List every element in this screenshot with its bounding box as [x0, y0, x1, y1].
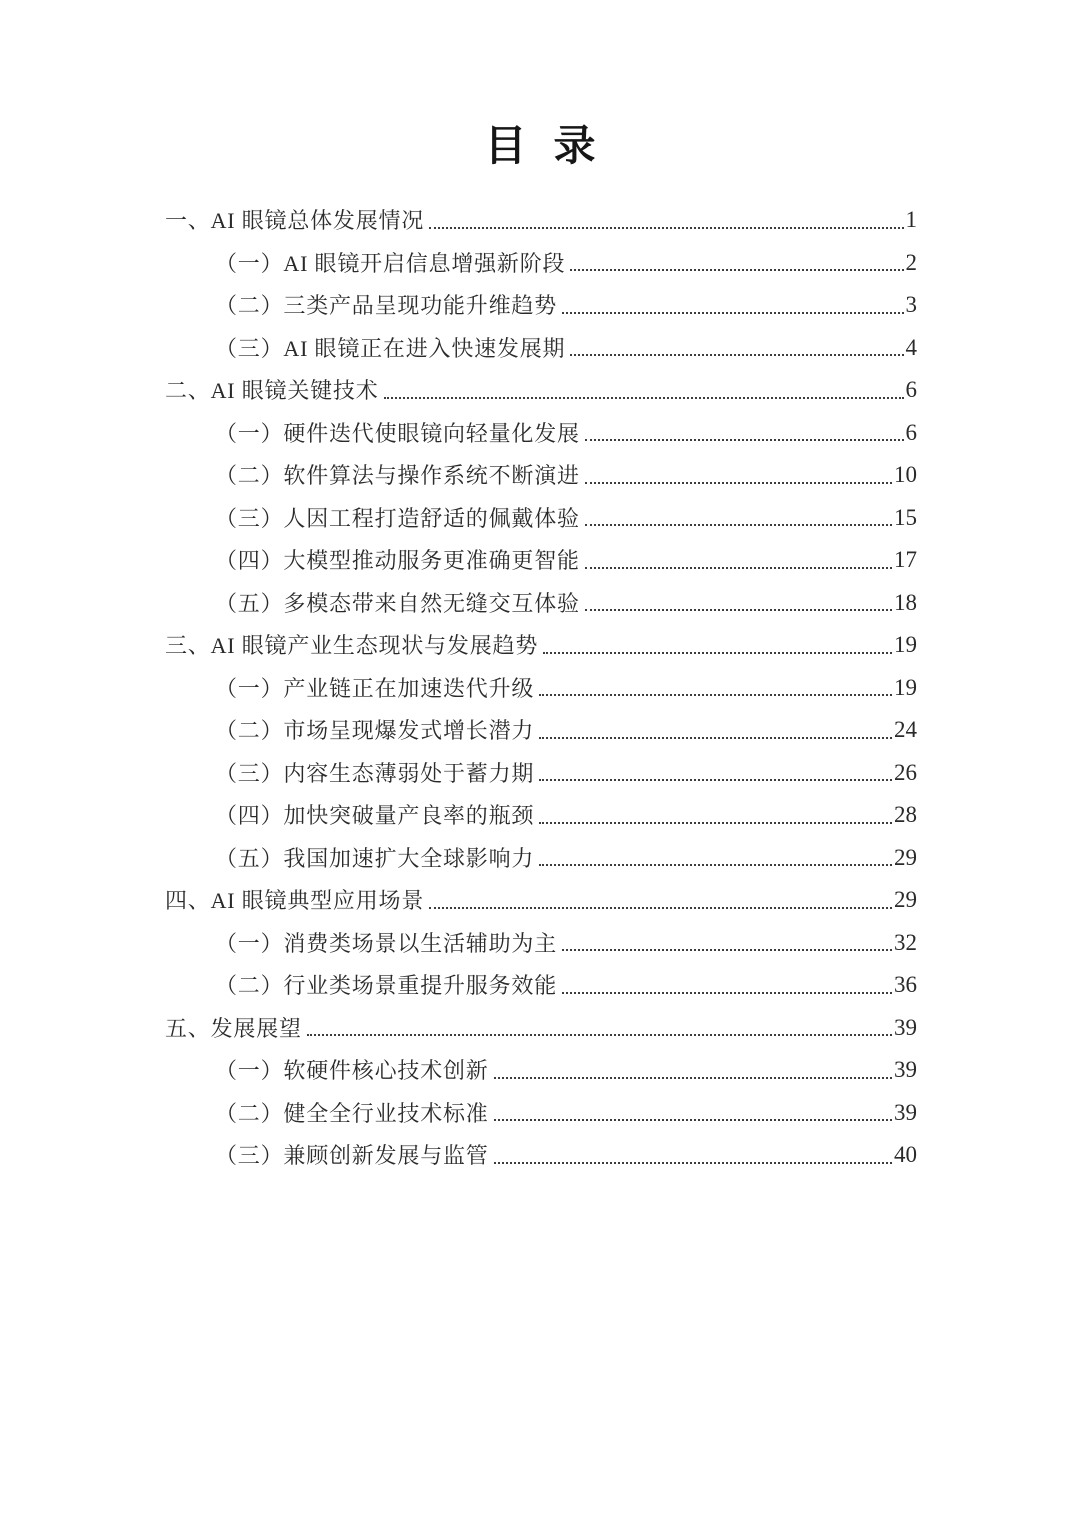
leader-dots	[539, 737, 892, 739]
toc-entry-page: 6	[905, 377, 917, 403]
leader-dots	[307, 1034, 892, 1036]
leader-dots	[585, 482, 892, 484]
toc-entry-section-1[interactable]	[165, 192, 917, 235]
toc-entry-page: 17	[894, 547, 917, 573]
toc-entry-label: （二）三类产品呈现功能升维趋势	[215, 293, 558, 319]
toc-entry-section-2-5[interactable]	[165, 575, 917, 618]
toc-entry-label: （四）加快突破量产良率的瓶颈	[215, 803, 535, 829]
toc-entry-page: 28	[894, 802, 917, 828]
leader-dots	[494, 1077, 892, 1079]
toc-entry-section-2-3[interactable]	[165, 490, 917, 533]
toc-entry-label: （三）兼顾创新发展与监管	[215, 1143, 489, 1169]
toc-entry-section-2-1[interactable]	[165, 405, 917, 448]
toc-entry-section-3-2[interactable]	[165, 702, 917, 745]
leader-dots	[562, 312, 903, 314]
leader-dots	[429, 227, 903, 229]
leader-dots	[585, 609, 892, 611]
toc-entry-page: 19	[894, 632, 917, 658]
toc-list	[165, 192, 917, 1170]
toc-entry-page: 29	[894, 844, 917, 870]
toc-entry-page: 10	[894, 462, 917, 488]
leader-dots	[585, 524, 892, 526]
toc-entry-label: （一）AI 眼镜开启信息增强新阶段	[215, 250, 566, 276]
toc-entry-label: （一）消费类场景以生活辅助为主	[215, 930, 558, 956]
toc-entry-label: （二）健全全行业技术标准	[215, 1100, 489, 1126]
toc-entry-page: 39	[894, 1057, 917, 1083]
toc-entry-section-5-3[interactable]	[165, 1127, 917, 1170]
toc-entry-section-4-1[interactable]	[165, 915, 917, 958]
toc-entry-page: 18	[894, 589, 917, 615]
toc-entry-section-1-1[interactable]	[165, 235, 917, 278]
toc-entry-label: （四）大模型推动服务更准确更智能	[215, 548, 580, 574]
toc-entry-label: （一）硬件迭代使眼镜向轻量化发展	[215, 420, 580, 446]
toc-entry-section-3-3[interactable]	[165, 745, 917, 788]
leader-dots	[539, 864, 892, 866]
toc-entry-section-5-1[interactable]	[165, 1042, 917, 1085]
toc-entry-label: 三、AI 眼镜产业生态现状与发展趋势	[165, 633, 539, 659]
leader-dots	[562, 992, 892, 994]
toc-entry-page: 1	[905, 207, 917, 233]
leader-dots	[384, 397, 904, 399]
leader-dots	[543, 652, 892, 654]
leader-dots	[429, 907, 892, 909]
toc-entry-section-5-2[interactable]	[165, 1085, 917, 1128]
toc-entry-page: 39	[894, 1014, 917, 1040]
leader-dots	[570, 354, 903, 356]
toc-entry-page: 6	[905, 419, 917, 445]
toc-entry-label: （五）我国加速扩大全球影响力	[215, 845, 535, 871]
toc-entry-page: 3	[905, 292, 917, 318]
toc-entry-page: 2	[905, 249, 917, 275]
toc-entry-page: 32	[894, 929, 917, 955]
toc-entry-page: 24	[894, 717, 917, 743]
toc-entry-label: （二）软件算法与操作系统不断演进	[215, 463, 580, 489]
toc-entry-section-4-2[interactable]	[165, 957, 917, 1000]
toc-entry-page: 15	[894, 504, 917, 530]
leader-dots	[585, 439, 904, 441]
toc-entry-label: 二、AI 眼镜关键技术	[165, 378, 379, 404]
toc-entry-label: （一）产业链正在加速迭代升级	[215, 675, 535, 701]
toc-entry-label: 四、AI 眼镜典型应用场景	[165, 888, 425, 914]
leader-dots	[539, 779, 892, 781]
leader-dots	[570, 269, 903, 271]
leader-dots	[562, 949, 892, 951]
toc-entry-label: （一）软硬件核心技术创新	[215, 1058, 489, 1084]
toc-entry-label: （二）行业类场景重提升服务效能	[215, 973, 558, 999]
leader-dots	[585, 567, 892, 569]
toc-entry-section-2-2[interactable]	[165, 447, 917, 490]
leader-dots	[539, 694, 892, 696]
leader-dots	[494, 1119, 892, 1121]
toc-entry-page: 4	[905, 334, 917, 360]
toc-entry-label: 一、AI 眼镜总体发展情况	[165, 208, 425, 234]
toc-entry-section-5[interactable]	[165, 1000, 917, 1043]
toc-entry-page: 39	[894, 1099, 917, 1125]
toc-entry-section-3-5[interactable]	[165, 830, 917, 873]
toc-entry-section-3-1[interactable]	[165, 660, 917, 703]
toc-entry-label: （三）内容生态薄弱处于蓄力期	[215, 760, 535, 786]
toc-entry-page: 40	[894, 1142, 917, 1168]
toc-entry-label: （三）AI 眼镜正在进入快速发展期	[215, 335, 566, 361]
leader-dots	[539, 822, 892, 824]
toc-entry-section-3[interactable]	[165, 617, 917, 660]
toc-entry-label: 五、发展展望	[165, 1015, 302, 1041]
toc-entry-page: 26	[894, 759, 917, 785]
toc-entry-section-2-4[interactable]	[165, 532, 917, 575]
toc-entry-label: （二）市场呈现爆发式增长潜力	[215, 718, 535, 744]
toc-entry-page: 29	[894, 887, 917, 913]
toc-entry-section-4[interactable]	[165, 872, 917, 915]
leader-dots	[494, 1162, 892, 1164]
toc-entry-label: （五）多模态带来自然无缝交互体验	[215, 590, 580, 616]
toc-entry-page: 19	[894, 674, 917, 700]
toc-entry-section-1-3[interactable]	[165, 320, 917, 363]
toc-entry-section-1-2[interactable]	[165, 277, 917, 320]
toc-entry-page: 36	[894, 972, 917, 998]
toc-entry-section-3-4[interactable]	[165, 787, 917, 830]
toc-entry-section-2[interactable]	[165, 362, 917, 405]
toc-entry-label: （三）人因工程打造舒适的佩戴体验	[215, 505, 580, 531]
toc-title: 目 录	[484, 124, 598, 170]
